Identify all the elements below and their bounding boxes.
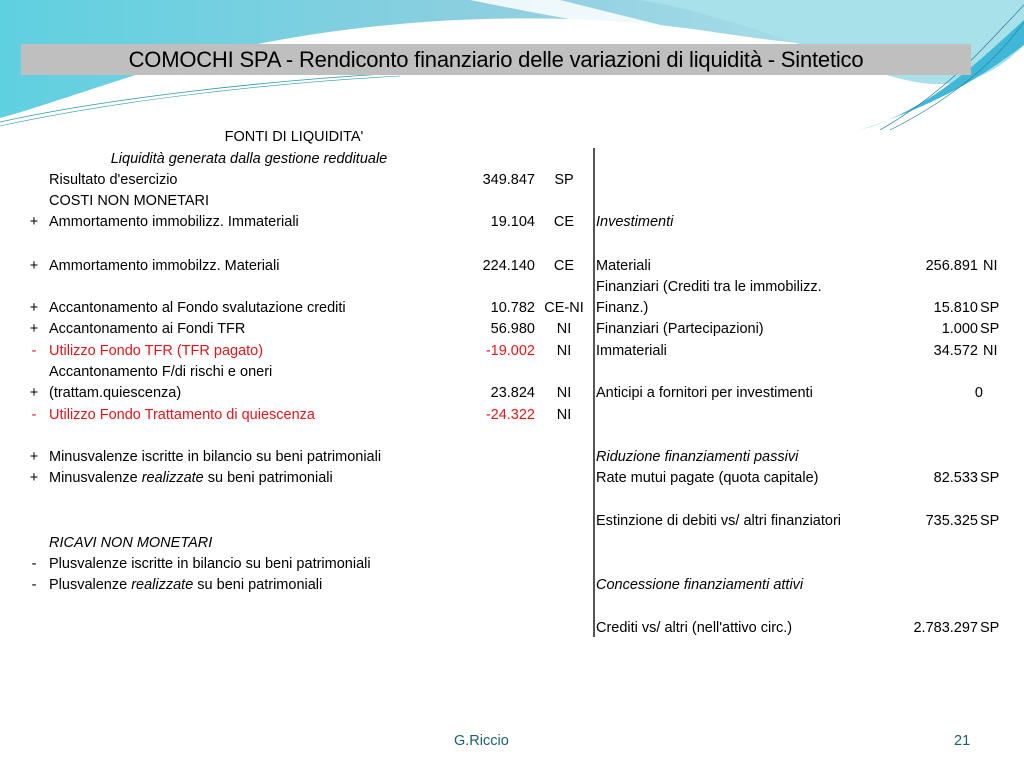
table-row [0, 447, 600, 468]
slide-title-bar [21, 44, 971, 75]
row-label: Finanziari (Crediti tra le immobilizz. [596, 279, 822, 295]
row-value: 2.783.297 [913, 620, 978, 636]
row-sign: - [31, 407, 37, 423]
table-row [596, 319, 1024, 340]
reddituale-subheading: Liquidità generata dalla gestione reddituale [110, 151, 388, 167]
table-row [596, 618, 1024, 639]
row-value: -19.002 [485, 343, 535, 359]
concessione-heading: Concessione finanziamenti attivi [596, 577, 804, 593]
row-value: 23.824 [490, 385, 535, 401]
row-value: 735.325 [925, 513, 978, 529]
table-row-negative [0, 341, 600, 362]
table-row-wrapped-label [596, 277, 1024, 298]
row-value: 349.847 [482, 172, 535, 188]
row-label [49, 575, 322, 596]
row-label: (trattam.quiescenza) [49, 385, 182, 401]
row-label: Plusvalenze iscritte in bilancio su beni patrimoniali [49, 556, 371, 572]
table-row [596, 511, 1024, 532]
table-row [0, 191, 600, 212]
row-value: 19.104 [490, 214, 535, 230]
row-label: Risultato d'esercizio [49, 172, 178, 188]
row-code: SP [980, 470, 1000, 486]
table-row-negative [0, 405, 600, 426]
row-label: Crediti vs/ altri (nell'attivo circ.) [596, 620, 793, 636]
row-value: 56.980 [490, 321, 535, 337]
row-label: Utilizzo Fondo TFR (TFR pagato) [49, 343, 264, 359]
table-row [596, 256, 1024, 277]
riduzione-heading: Riduzione finanziamenti passivi [596, 449, 799, 465]
row-value: 256.891 [925, 258, 978, 274]
row-value: -24.322 [485, 407, 535, 423]
table-row [0, 554, 600, 575]
row-code: NI [556, 385, 572, 401]
row-label: Materiali [596, 258, 651, 274]
row-value: 34.572 [933, 343, 978, 359]
row-label: Estinzione di debiti vs/ altri finanziatori [596, 513, 842, 529]
table-row [0, 533, 600, 554]
row-label: Anticipi a fornitori per investimenti [596, 385, 813, 401]
row-code: SP [980, 620, 1000, 636]
row-code: CE [553, 258, 575, 274]
row-value: 82.533 [933, 470, 978, 486]
row-label: Utilizzo Fondo Trattamento di quiescenza [49, 407, 315, 423]
row-label [49, 468, 333, 489]
row-value: 224.140 [482, 258, 535, 274]
row-label: Minusvalenze iscritte in bilancio su beni patrimoniali [49, 449, 382, 465]
row-code: CE [553, 214, 575, 230]
table-row [596, 298, 1024, 319]
row-sign: + [29, 258, 39, 274]
row-code: CE-NI [544, 300, 584, 316]
table-row [596, 383, 1024, 404]
row-value: 10.782 [490, 300, 535, 316]
table-row [0, 383, 600, 404]
row-label: Ammortamento immobilizz. Immateriali [49, 214, 299, 230]
row-code: SP [554, 172, 574, 188]
label-part: Minusvalenze [49, 470, 142, 486]
row-code: NI [983, 343, 998, 359]
row-label: Ammortamento immobilzz. Materiali [49, 258, 280, 274]
right-section-heading [596, 575, 1024, 596]
table-row [596, 341, 1024, 362]
label-part: su beni patrimoniali [193, 577, 323, 593]
label-part: su beni patrimoniali [203, 470, 333, 486]
row-sign: + [29, 470, 39, 486]
table-row [596, 468, 1024, 489]
row-code: NI [556, 343, 572, 359]
label-emphasis: realizzate [131, 577, 194, 593]
row-code: NI [556, 321, 572, 337]
row-label: Accantonamento F/di rischi e oneri [49, 364, 273, 380]
row-label: Immateriali [596, 343, 667, 359]
label-part: Plusvalenze [49, 577, 132, 593]
row-sign: + [29, 385, 39, 401]
right-section-heading [596, 212, 1024, 233]
slide-title: COMOCHI SPA - Rendiconto finanziario delle variazioni di liquidità - Sintetico [128, 46, 864, 72]
row-sign: + [29, 214, 39, 230]
row-label: Accantonamento al Fondo svalutazione crediti [49, 300, 346, 316]
table-row [0, 362, 600, 383]
right-section-heading [596, 447, 1024, 468]
ricavi-heading: RICAVI NON MONETARI [49, 535, 213, 551]
row-sign: + [29, 300, 39, 316]
table-row [0, 298, 600, 319]
page-number: 21 [954, 733, 971, 749]
row-code: SP [980, 300, 1000, 316]
subheading-row [0, 149, 600, 170]
table-row [0, 170, 600, 191]
fonti-heading: FONTI DI LIQUIDITA' [224, 129, 364, 145]
row-label: COSTI NON MONETARI [49, 193, 210, 209]
row-code: NI [983, 258, 998, 274]
row-value: 0 [974, 385, 983, 401]
table-row [0, 212, 600, 233]
row-value: 15.810 [933, 300, 978, 316]
section-heading-row [0, 127, 600, 148]
row-sign: + [29, 321, 39, 337]
row-code: SP [980, 513, 1000, 529]
table-row [0, 468, 600, 489]
row-value: 1.000 [941, 321, 978, 337]
row-label: Accantonamento ai Fondi TFR [49, 321, 246, 337]
table-row [0, 256, 600, 277]
row-sign: - [31, 577, 37, 593]
row-sign: - [31, 343, 37, 359]
row-code: SP [980, 321, 1000, 337]
row-sign: - [31, 556, 37, 572]
table-row [0, 319, 600, 340]
row-label: Rate mutui pagate (quota capitale) [596, 470, 819, 486]
investimenti-heading: Investimenti [596, 214, 674, 230]
row-code: NI [556, 407, 572, 423]
row-label: Finanziari (Partecipazioni) [596, 321, 764, 337]
label-emphasis: realizzate [141, 470, 204, 486]
column-divider [593, 148, 595, 637]
row-label-continued: Finanz.) [596, 300, 649, 316]
footer-author: G.Riccio [454, 733, 509, 749]
row-sign: + [29, 449, 39, 465]
table-row [0, 575, 600, 596]
